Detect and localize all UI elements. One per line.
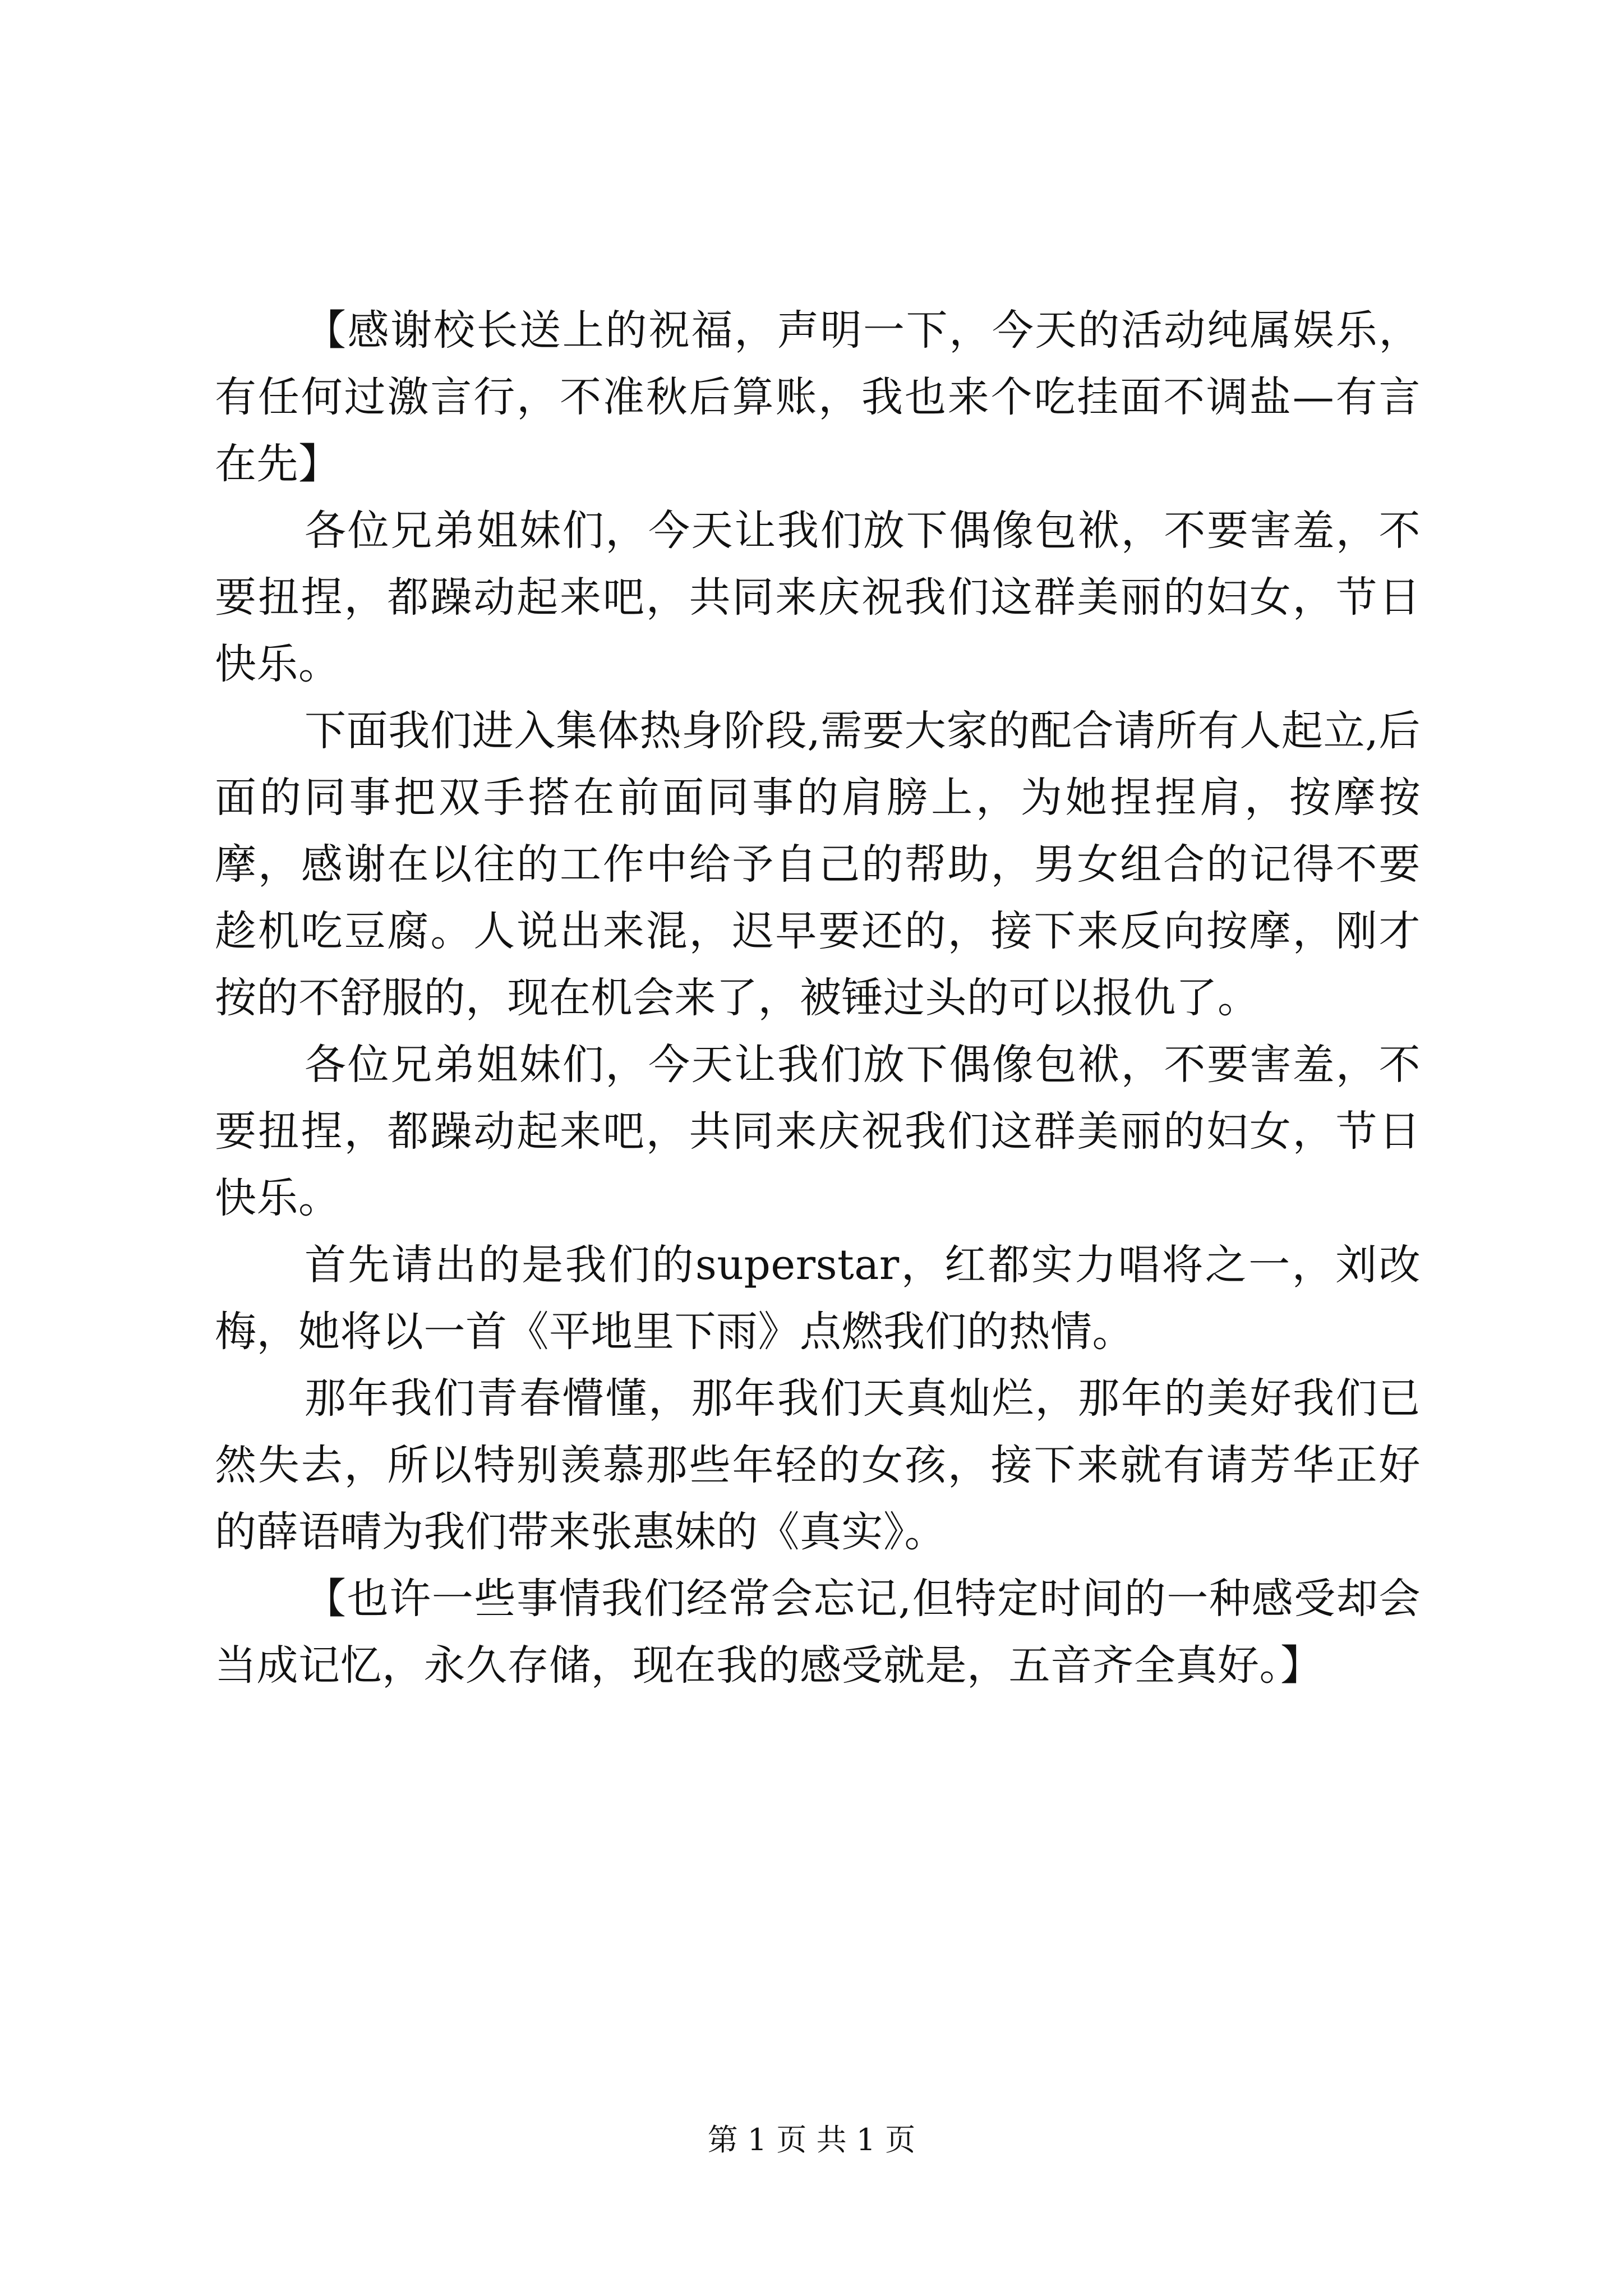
paragraph: 【感谢校长送上的祝福，声明一下，今天的活动纯属娱乐，有任何过激言行，不准秋后算账，我也来个吃挂面不调盐—有言在先】: [215, 306, 1421, 488]
paragraph: 那年我们青春懵懂，那年我们天真灿烂，那年的美好我们已然失去，所以特别羡慕那些年轻的女孩，接下来就有请芳华正好的薛语晴为我们带来张惠妹的《真实》。: [215, 1374, 1421, 1556]
paragraph: 【也许一些事情我们经常会忘记,但特定时间的一种感受却会当成记忆，永久存储，现在我的感受就是，五音齐全真好。】: [215, 1575, 1421, 1690]
paragraph: 下面我们进入集体热身阶段,需要大家的配合请所有人起立,后面的同事把双手搭在前面同事的肩膀上，为她捏捏肩，按摩按摩，感谢在以往的工作中给予自己的帮助，男女组合的记得不要趁机吃豆腐。人说出来混，迟早要还的，接下来反向按摩，刚才按的不舒服的，现在机会来了，被锤过头的可以报仇了。: [215, 707, 1421, 1022]
paragraph: 各位兄弟姐妹们，今天让我们放下偶像包袱，不要害羞，不要扭捏，都躁动起来吧，共同来庆祝我们这群美丽的妇女，节日快乐。: [215, 1041, 1421, 1222]
paragraph: 各位兄弟姐妹们，今天让我们放下偶像包袱，不要害羞，不要扭捏，都躁动起来吧，共同来庆祝我们这群美丽的妇女，节日快乐。: [215, 507, 1421, 688]
page-footer: 第 1 页 共 1 页: [707, 2122, 916, 2157]
paragraph: 首先请出的是我们的superstar，红都实力唱将之一，刘改梅，她将以一首《平地里下雨》点燃我们的热情。: [215, 1241, 1421, 1356]
document-body: [215, 297, 1421, 1699]
